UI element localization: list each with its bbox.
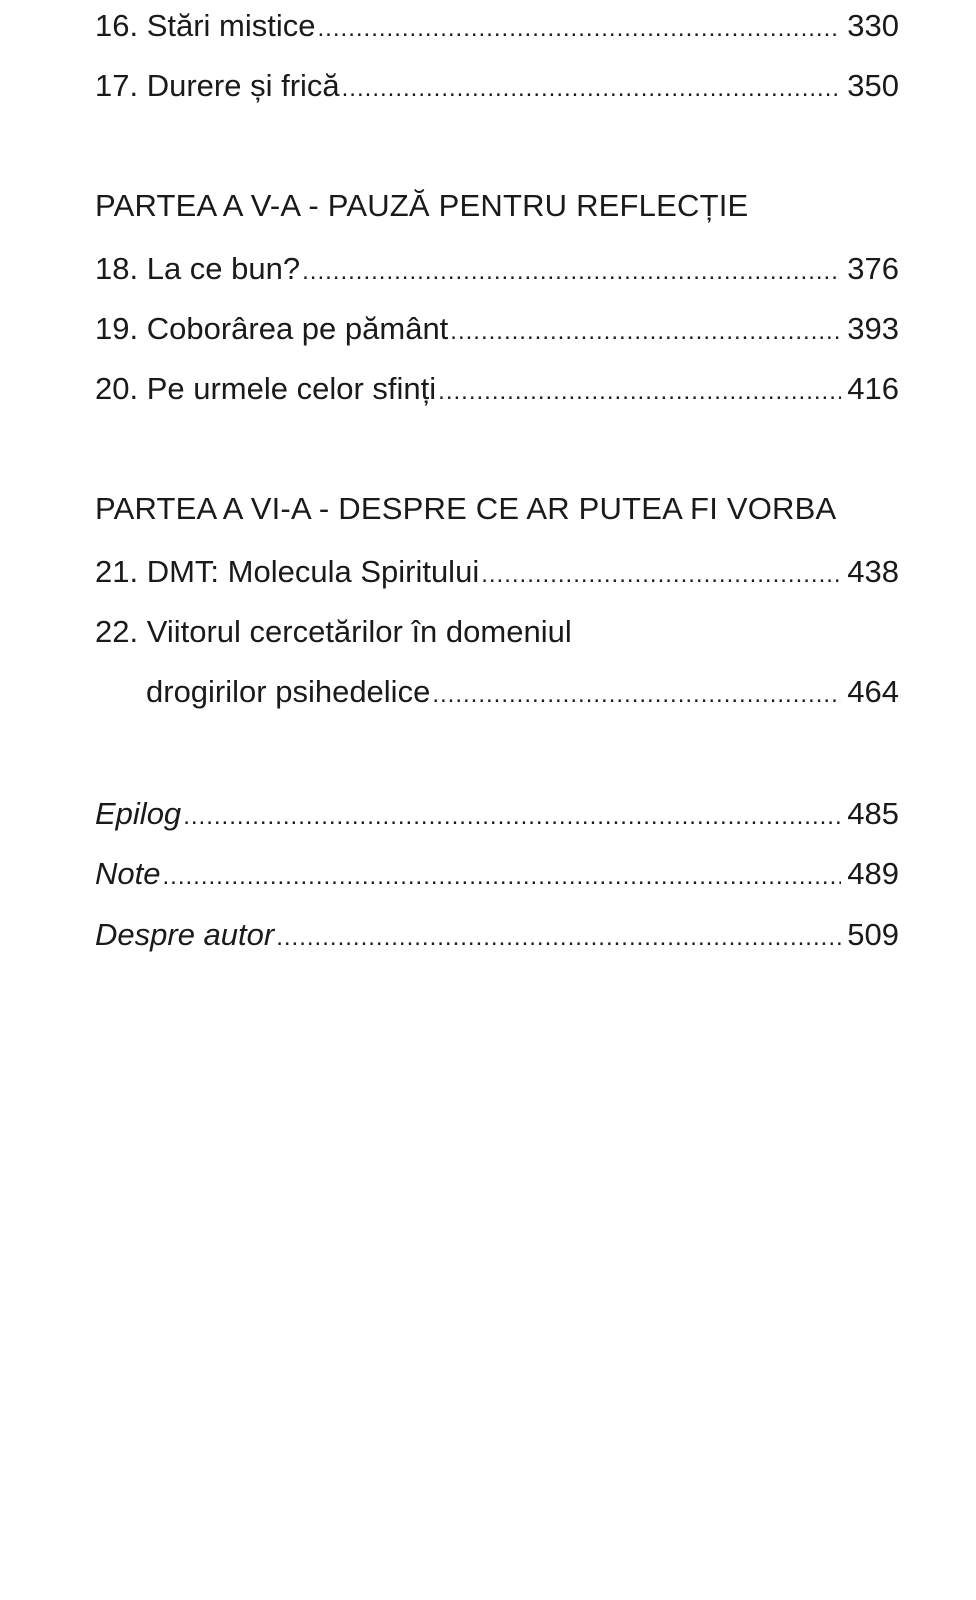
toc-entry-page: 489 (847, 856, 899, 891)
toc-entry-20 (95, 365, 899, 409)
toc-entry-page: 350 (847, 68, 899, 103)
part-5-heading: PARTEA A V-A - PAUZĂ PENTRU REFLECȚIE (95, 188, 749, 223)
toc-entry-page: 485 (847, 796, 899, 831)
dot-leader (481, 558, 841, 592)
toc-entry-16 (95, 2, 899, 46)
toc-entry-page: 509 (847, 917, 899, 952)
toc-entry-title: 22. Viitorul cercetărilor în domeniul (95, 614, 572, 649)
toc-entry-page: 393 (847, 311, 899, 346)
toc-entry-title: Despre autor (95, 917, 275, 952)
toc-entry-title: 19. Coborârea pe pământ (95, 311, 449, 346)
toc-entry-title: 17. Durere și frică (95, 68, 340, 103)
toc-entry-21 (95, 548, 899, 592)
toc-entry-title-continued: drogirilor psihedelice (146, 674, 431, 709)
toc-entry-page: 438 (847, 554, 899, 589)
dot-leader (302, 255, 841, 289)
toc-entry-page: 464 (847, 674, 899, 709)
dot-leader (450, 315, 841, 349)
toc-entry-title: 16. Stări mistice (95, 8, 316, 43)
toc-entry-page: 376 (847, 251, 899, 286)
dot-leader (342, 72, 842, 106)
toc-entry-despre-autor (95, 911, 899, 955)
dot-leader (318, 12, 842, 46)
toc-entry-22-line-2 (95, 668, 899, 712)
toc-entry-page: 416 (847, 371, 899, 406)
toc-entry-note (95, 850, 899, 894)
toc-entry-title: Epilog (95, 796, 182, 831)
dot-leader (432, 678, 841, 712)
dot-leader (276, 921, 841, 955)
dot-leader (162, 860, 841, 894)
toc-entry-title: 21. DMT: Molecula Spiritului (95, 554, 480, 589)
dot-leader (438, 375, 841, 409)
toc-entry-epilog (95, 790, 899, 834)
toc-entry-19 (95, 305, 899, 349)
toc-entry-17 (95, 62, 899, 106)
dot-leader (183, 800, 841, 834)
toc-entry-22-line-1 (95, 608, 899, 652)
toc-entry-page: 330 (847, 8, 899, 43)
toc-entry-title: 20. Pe urmele celor sfinți (95, 371, 437, 406)
toc-entry-18 (95, 245, 899, 289)
toc-entry-title: 18. La ce bun? (95, 251, 301, 286)
part-6-heading: PARTEA A VI-A - DESPRE CE AR PUTEA FI VORBA (95, 491, 837, 526)
toc-entry-title: Note (95, 856, 161, 891)
